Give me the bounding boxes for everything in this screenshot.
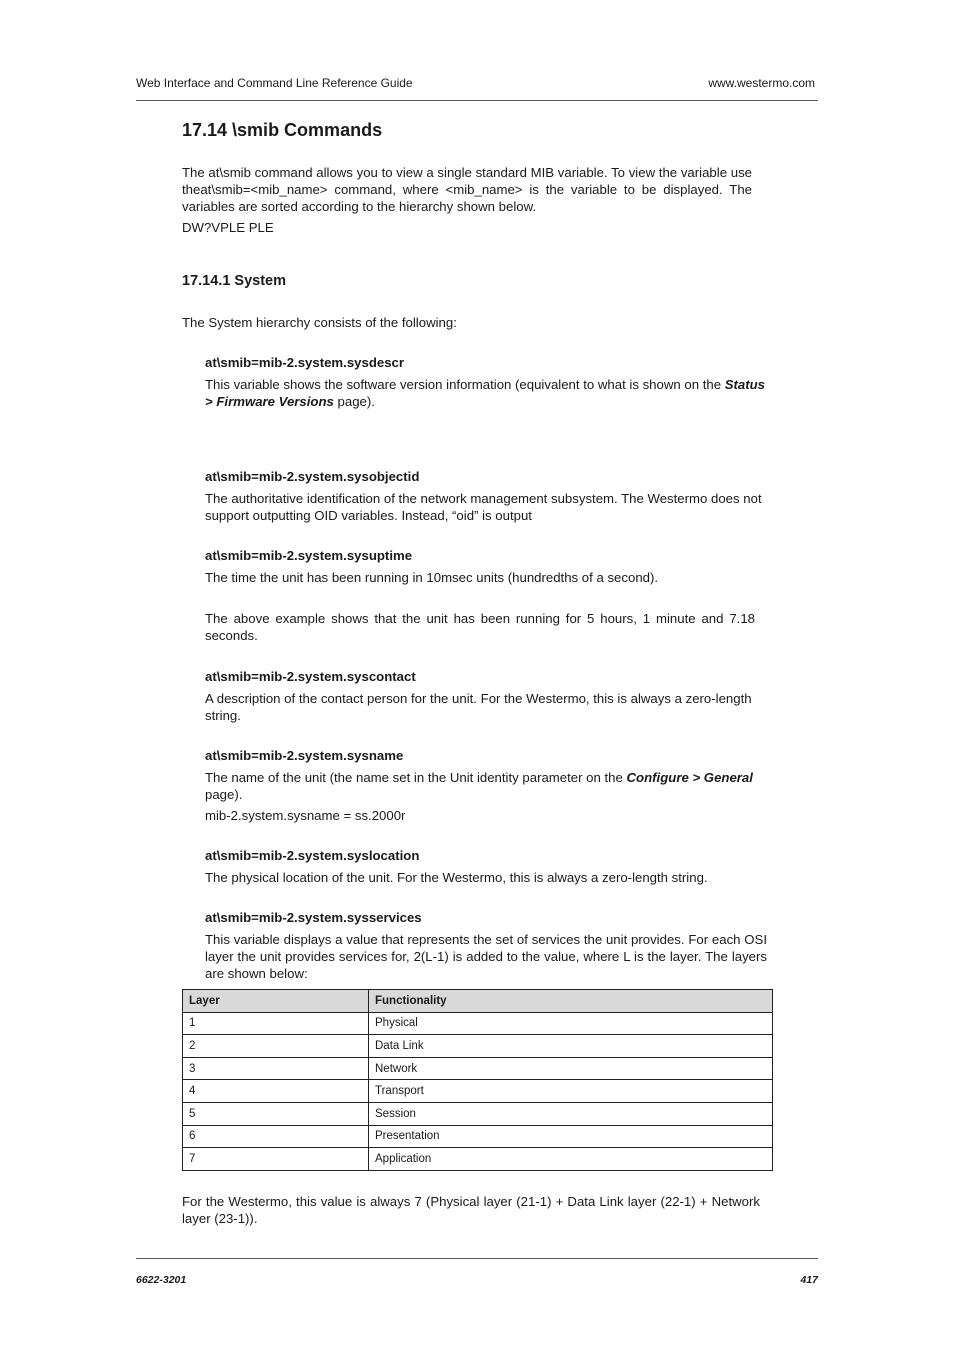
var-syslocation-desc: The physical location of the unit. For the Westermo, this is always a zero-length string. (205, 870, 708, 885)
functionality-cell: Presentation (369, 1125, 773, 1148)
var-sysobjectid-heading: at\smib=mib-2.system.sysobjectid (205, 469, 420, 484)
header-url[interactable]: www.westermo.com (708, 76, 815, 90)
osi-layer-table (182, 989, 773, 1171)
section-example: DW?VPLE PLE (182, 220, 274, 235)
header-divider (136, 100, 818, 101)
footer-page-number: 417 (800, 1274, 818, 1286)
var-syslocation-heading: at\smib=mib-2.system.syslocation (205, 848, 420, 863)
column-header-layer: Layer (183, 990, 369, 1013)
table-header-row (183, 990, 773, 1013)
header-title: Web Interface and Command Line Reference Guide (136, 76, 413, 90)
desc-text: This variable shows the software version information (equivalent to what is shown on the (205, 377, 725, 392)
layer-cell: 5 (183, 1102, 369, 1125)
var-sysname-heading: at\smib=mib-2.system.sysname (205, 748, 404, 763)
menu-path: Status > Firmware Versions (205, 377, 766, 409)
functionality-cell: Data Link (369, 1035, 773, 1058)
var-syscontact-desc: A description of the contact person for the unit. For the Westermo, this is always a zero-length string. (205, 691, 752, 723)
footer-doc-number: 6622-3201 (136, 1274, 187, 1286)
functionality-cell: Transport (369, 1080, 773, 1103)
functionality-cell: Physical (369, 1012, 773, 1035)
section-intro: The at\smib command allows you to view a single standard MIB variable. To view the variable use theat\smib=<mib_name> command, where <mib_name> is the variable to be displayed. The variables are sorted according to the hierarchy shown below. (182, 165, 752, 214)
footer-divider (136, 1258, 818, 1259)
desc-text-end: page). (205, 787, 243, 802)
layer-cell: 3 (183, 1057, 369, 1080)
table-row (183, 1035, 773, 1058)
column-header-functionality: Functionality (369, 990, 773, 1013)
functionality-cell: Session (369, 1102, 773, 1125)
var-sysname-example: mib-2.system.sysname = ss.2000r (205, 808, 406, 823)
closing-paragraph: For the Westermo, this value is always 7 (Physical layer (21-1) + Data Link layer (22-1) + Network layer (23-1)). (182, 1194, 760, 1226)
var-sysdescr-desc (205, 376, 773, 410)
layer-cell: 2 (183, 1035, 369, 1058)
functionality-cell: Application (369, 1148, 773, 1171)
var-sysname-desc (205, 769, 775, 803)
functionality-cell: Network (369, 1057, 773, 1080)
var-syscontact-heading: at\smib=mib-2.system.syscontact (205, 669, 416, 684)
layer-cell: 1 (183, 1012, 369, 1035)
layer-cell: 4 (183, 1080, 369, 1103)
var-sysservices-heading: at\smib=mib-2.system.sysservices (205, 910, 422, 925)
var-sysservices-desc: This variable displays a value that represents the set of services the unit provides. For each OSI layer the unit provides services for, 2(L-1) is added to the value, where L is the layer. The layers are shown below: (205, 932, 767, 981)
desc-text: The name of the unit (the name set in the Unit identity parameter on the (205, 770, 627, 785)
table-row (183, 1080, 773, 1103)
subsection-intro: The System hierarchy consists of the following: (182, 315, 457, 330)
var-sysdescr-heading: at\smib=mib-2.system.sysdescr (205, 355, 405, 370)
table-row (183, 1012, 773, 1035)
var-sysobjectid-desc: The authoritative identification of the network management subsystem. The Westermo does not support outputting OID variables. Instead, “oid” is output (205, 491, 762, 523)
var-sysuptime-desc: The time the unit has been running in 10msec units (hundredths of a second). (205, 570, 659, 585)
table-row (183, 1148, 773, 1171)
layer-cell: 6 (183, 1125, 369, 1148)
subsection-title: 17.14.1 System (182, 273, 286, 289)
table-row (183, 1102, 773, 1125)
menu-path: Configure > General (626, 770, 753, 785)
var-sysuptime-heading: at\smib=mib-2.system.sysuptime (205, 548, 413, 563)
layer-cell: 7 (183, 1148, 369, 1171)
desc-text-end: page). (333, 394, 375, 409)
table-row (183, 1057, 773, 1080)
section-title: 17.14 \smib Commands (182, 120, 383, 140)
var-sysuptime-note: The above example shows that the unit has been running for 5 hours, 1 minute and 7.18 seconds. (205, 611, 755, 643)
table-row (183, 1125, 773, 1148)
